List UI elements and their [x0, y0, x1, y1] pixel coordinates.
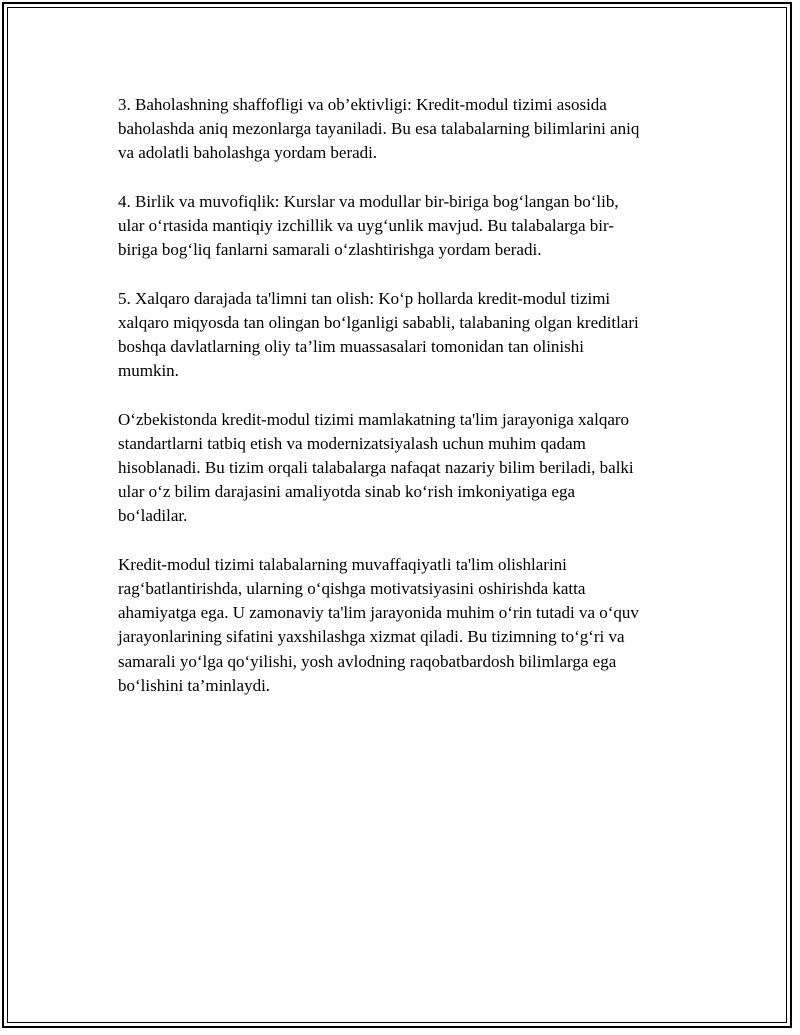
- text-line: O‘zbekistonda kredit-modul tizimi mamlakatning ta'lim jarayoniga xalqaro: [118, 409, 630, 429]
- text-line: ular o‘rtasida mantiqiy izchillik va uyg‘unlik mavjud. Bu talabalarga bir-: [118, 216, 614, 235]
- text-line: xalqaro miqyosda tan olingan bo‘lganligi sababli, talabaning olgan kreditlari: [118, 312, 639, 332]
- document-body: [118, 93, 688, 722]
- text-line: 3. Baholashning shaffofligi va ob’ektivligi: Kredit-modul tizimi asosida: [118, 95, 607, 114]
- text-line: Kredit-modul tizimi talabalarning muvaffaqiyatli ta'lim olishlarini: [118, 554, 567, 574]
- text-line: standartlarni tatbiq etish va modernizatsiyalash uchun muhim qadam: [118, 433, 586, 453]
- text-line: bo‘lishini ta’minlaydi.: [118, 675, 271, 695]
- paragraph-transparency: [118, 93, 688, 166]
- text-line: biriga bog‘liq fanlarni samarali o‘zlashtirishga yordam beradi.: [118, 240, 542, 260]
- text-line: 4. Birlik va muvofiqlik: Kurslar va modullar bir-biriga bog‘langan bo‘lib,: [118, 191, 619, 211]
- text-line: boshqa davlatlarning oliy ta’lim muassasalari tomonidan tan olinishi: [118, 337, 584, 356]
- text-line: rag‘batlantirishda, ularning o‘qishga motivatsiyasini oshirishda katta: [118, 579, 586, 598]
- paragraph-uzbekistan: [118, 408, 688, 529]
- paragraph-conclusion: [118, 553, 688, 698]
- text-line: 5. Xalqaro darajada ta'limni tan olish: Ko‘p hollarda kredit-modul tizimi: [118, 288, 611, 308]
- text-line: bo‘ladilar.: [118, 506, 188, 526]
- text-line: va adolatli baholashga yordam beradi.: [118, 143, 378, 163]
- text-line: jarayonlarining sifatini yaxshilashga xizmat qiladi. Bu tizimning to‘g‘ri va: [118, 627, 625, 647]
- text-line: ahamiyatga ega. U zamonaviy ta'lim jarayonida muhim o‘rin tutadi va o‘quv: [118, 603, 639, 623]
- text-line: samarali yo‘lga qo‘yilishi, yosh avlodning raqobatbardosh bilimlarga ega: [118, 651, 617, 671]
- text-line: hisoblanadi. Bu tizim orqali talabalarga nafaqat nazariy bilim beriladi, balki: [118, 458, 634, 477]
- text-line: baholashda aniq mezonlarga tayaniladi. Bu esa talabalarning bilimlarini aniq: [118, 119, 640, 139]
- text-line: ular o‘z bilim darajasini amaliyotda sinab ko‘rish imkoniyatiga ega: [118, 482, 575, 502]
- paragraph-coherence: [118, 190, 688, 263]
- text-line: mumkin.: [118, 361, 179, 381]
- paragraph-international-recognition: [118, 287, 688, 384]
